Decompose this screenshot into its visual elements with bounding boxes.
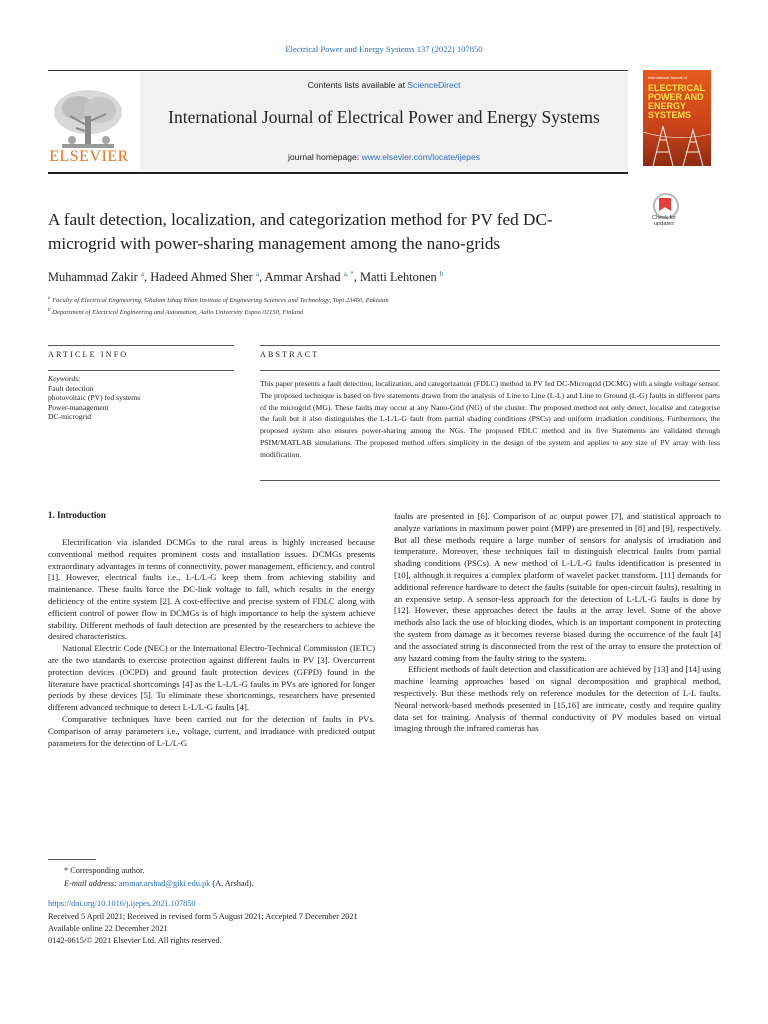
header-rule-top	[48, 70, 628, 71]
sciencedirect-link[interactable]: ScienceDirect	[407, 80, 461, 90]
keyword-item: photovoltaic (PV) fed systems	[48, 393, 141, 402]
author-name[interactable]: Hadeed Ahmed Sher	[150, 270, 253, 285]
copyright-line: 0142-0615/© 2021 Elsevier Ltd. All rights reserved.	[48, 936, 222, 945]
email-suffix: (A. Arshad).	[210, 879, 254, 888]
body-column-left	[48, 537, 375, 749]
email-label: E-mail address:	[64, 879, 119, 888]
author-affiliation-mark[interactable]: a	[255, 270, 259, 278]
abstract-heading: ABSTRACT	[260, 350, 320, 359]
journal-title: International Journal of Electrical Power and Energy Systems	[168, 107, 600, 127]
abstract-text: This paper presents a fault detection, localization, and categorization (FDLC) method in PV fed DC-Microgrid (DCMG) with a single voltage sensor. The proposed technique is based on five statements drawn from the analysis of Line to Line (L-L) and Line to Ground (L-G) faults in different parts of the microgrid (MG). These faults may occur at any Nano-Grid (NG) of the cluster. The proposed method not only detect, localise and categorise the fault but it also distinguishes the L-L/L-G fault from partial shading conditions (PSCs) and uniform irradiation conditions. Furthermore, the proposed system also ensures power-sharing among the NGs. The proposed FDLC method and its five Statements are validated through PSIM/MATLAB simulations. The proposed method offers simplicity in the design of the system and applies to any size of PV array with less modification.	[260, 379, 720, 459]
body-paragraph: Electrification via islanded DCMGs to the rural areas is highly increased because conventional method requires prominent costs and installation issues. DCMGs presents extraordinary advantages in terms of connectivity, power management, efficiency, and control [1]. However, electrical faults i.e., L-L/L-G keep them from achieving stability and maintenance. These faults force the DC-link voltage to fall, which results in the energy deficiency of the entire system [2]. A cost-effective and precise system of FDLC along with efficient control of power flow in DCMGs is of high importance to help the system achieve stability. Different methods of fault detection are presented by the researchers to achieve the desired characteristics.	[48, 537, 375, 642]
author-affiliation-mark[interactable]: a	[140, 270, 145, 278]
homepage-prefix: journal homepage:	[287, 152, 362, 162]
body-paragraph: Comparative techniques have been carried out for the detection of faults in PVs. Comparison of array parameters i.e., voltage, current, and irradiance with predicted output parameters for the detection of L-L/L-G	[48, 713, 375, 748]
article-info-rule	[48, 345, 234, 346]
author-affiliation-mark[interactable]: b	[439, 270, 444, 278]
body-paragraph: National Electric Code (NEC) or the International Electro-Technical Commission (IETC) are the two standards to exercise protection against different faults in PV [3]. Overcurrent protection devices (OCPD) and ground fault protection devices (GFPD) found in the literature have practical shortcomings [4] as the L-L/L-G faults in PVs are ignored for longer periods by these devices [5]. To eliminate these shortcomings, researchers have presented different advanced technique to detect L-L/L-G faults [4].	[48, 643, 375, 713]
affiliation-b	[48, 308, 303, 316]
section-heading-introduction: 1. Introduction	[48, 510, 106, 520]
abstract-rule	[260, 345, 720, 346]
author-name[interactable]: Matti Lehtonen	[360, 270, 437, 285]
contents-prefix: Contents lists available at	[307, 80, 408, 90]
keyword-item: Power-management	[48, 402, 109, 412]
author-list: Muhammad Zakir $^a$, Hadeed Ahmed Sher $^a$, Ammar Arshad $^{a, *}$, Matti Lehtonen $^b$	[48, 270, 444, 285]
article-title: A fault detection, localization, and categorization method for PV fed DC-microgrid with power-sharing management among the nano-grids	[48, 210, 553, 253]
author-affiliation-mark[interactable]: a, *	[343, 270, 354, 278]
corresponding-author-note: * Corresponding author.	[64, 866, 145, 875]
email-note	[64, 879, 254, 888]
footnote-rule	[48, 859, 96, 860]
cover-subtitle: International Journal of	[648, 76, 687, 80]
abstract-top-rule	[260, 370, 720, 371]
check-updates-label: Check for updates	[652, 215, 676, 227]
doi-link[interactable]: https://doi.org/10.1016/j.ijepes.2021.107850	[48, 899, 196, 908]
keywords-rule	[48, 370, 234, 371]
author-name[interactable]: Ammar Arshad	[264, 270, 341, 285]
affiliation-mark: b	[48, 308, 51, 313]
journal-cover[interactable]	[643, 70, 711, 166]
body-column-right	[394, 511, 721, 735]
journal-homepage	[140, 152, 628, 162]
affiliation-mark: a	[48, 296, 51, 301]
author-email-link[interactable]: ammar.arshad@giki.edu.pk	[119, 879, 211, 888]
cover-title: ELECTRICAL POWER AND ENERGY SYSTEMS	[648, 83, 705, 120]
affiliation-text: Faculty of Electrical Engineering, Ghulam Ishaq Khan Institute of Engineering Sciences and Technology, Topi 23460, Pakistan	[52, 297, 389, 305]
keywords-label: Keywords:	[48, 374, 81, 383]
affiliation-text: Department of Electrical Engineering and Automation, Aalto University Espoo 02150, Finland	[52, 309, 304, 317]
body-paragraph: faults are presented in [6]. Comparison of ac output power [7], and statistical approach to analyze variations in maximum power point (MPP) are presented in [8] and [9], respectively. But all these methods require a large number of sensors for analysis of irradiation and temperature. Moreover, these techniques fail to distinguish electrical faults from partial shading conditions (PSCs). A new method of L-L/L-G faults identification is presented in [10], although it requires a complex platform of wavelet packet transform. [11] demands for additional reference hardware to detect the faults (suitable for open-circuit faults), resulting in an expensive setup. A sensor-less approach for the detection of L-L/L-G faults is done by [12]. However, these approaches detect the faults at the array level. Some of the above methods also lack the use of blocking diodes, which is an important component in protecting the system from damage as it becomes reverse biased during the occurrence of the fault [4] and the associated string is disconnected from the rest of the array to ensure the protection of any hazard coming from the faulty string to the system.	[394, 511, 721, 663]
header-rule-bottom	[48, 172, 628, 174]
abstract-bottom-rule	[260, 480, 720, 481]
check-for-updates-badge[interactable]	[644, 193, 684, 233]
elsevier-wordmark: ELSEVIER	[49, 148, 129, 165]
affiliation-a	[48, 296, 389, 304]
keyword-item: Fault detection	[48, 383, 94, 393]
received-dates: Received 5 April 2021; Received in revised form 5 August 2021; Accepted 7 December 2021	[48, 912, 358, 921]
article-info-heading: ARTICLE INFO	[48, 350, 129, 359]
author-name[interactable]: Muhammad Zakir	[48, 270, 138, 285]
homepage-link[interactable]: www.elsevier.com/locate/ijepes	[361, 152, 481, 162]
keyword-item: DC-microgrid	[48, 412, 92, 421]
body-paragraph: Efficient methods of fault detection and classification are achieved by [13] and [14] using machine learning approaches based on signal decomposition and graphical method, respectively. But these methods rely on reference modules for the detection of L-L faults. Neural network-based methods presented in [15,16] are intricate, costly and require quality data set for training. Analysis of thermal conductivity of PV modules based on virtual imaging through the infrared cameras has	[394, 664, 721, 734]
keywords-block	[48, 374, 234, 422]
contents-line	[140, 80, 628, 90]
cover-pylon-illustration	[643, 122, 711, 166]
doi-link-line	[48, 899, 196, 908]
running-citation[interactable]: Electrical Power and Energy Systems 137 (2022) 107850	[285, 44, 483, 54]
available-online: Available online 22 December 2021	[48, 924, 168, 933]
